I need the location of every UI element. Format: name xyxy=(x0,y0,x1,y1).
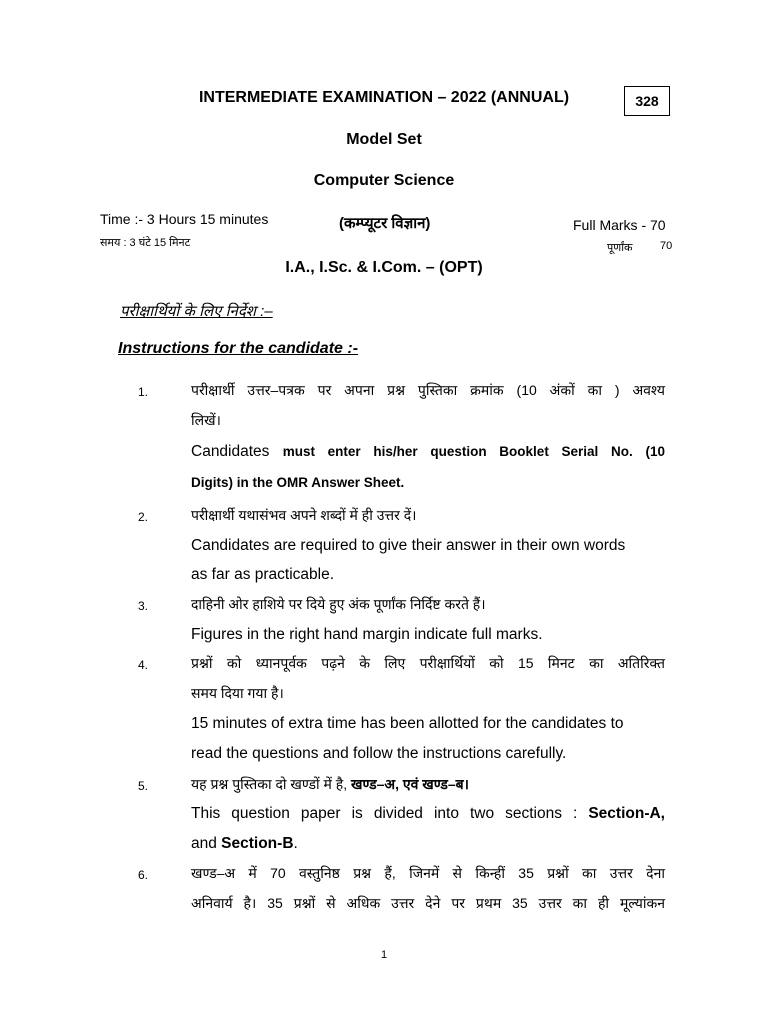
exam-title: INTERMEDIATE EXAMINATION – 2022 (ANNUAL) xyxy=(198,89,570,106)
item5-en-bold-a: Section-A, xyxy=(588,805,665,822)
item-number: 6. xyxy=(138,868,149,882)
item1-en-line1 xyxy=(191,443,665,461)
item4-en-line2: read the questions and follow the instructions carefully. xyxy=(191,745,567,762)
item5-hi-text: यह प्रश्न पुस्तिका दो खण्डों में है, xyxy=(191,776,352,792)
page-number: 1 xyxy=(380,949,388,961)
subject-en: Computer Science xyxy=(313,172,455,189)
paper-code-box: 328 xyxy=(624,86,670,116)
item1-en-line2: Digits) in the OMR Answer Sheet. xyxy=(191,475,405,490)
full-marks-en: Full Marks - 70 xyxy=(573,217,666,233)
item4-hi-line2: समय दिया गया है। xyxy=(191,685,284,701)
instructions-heading-hi: परीक्षार्थियों के लिए निर्देश :– xyxy=(120,303,273,320)
item5-en-line1 xyxy=(191,805,665,823)
full-marks-hi-value: 70 xyxy=(660,240,673,252)
item5-hi-line1 xyxy=(191,775,665,794)
time-hi: समय : 3 घंटे 15 मिनट xyxy=(100,237,191,249)
item1-en-text: Candidates xyxy=(191,443,283,460)
item3-en-line1: Figures in the right hand margin indicate full marks. xyxy=(191,626,543,643)
stream-line: I.A., I.Sc. & I.Com. – (OPT) xyxy=(285,259,483,276)
item5-en-bold-b: Section-B xyxy=(221,835,294,852)
full-marks-hi-label: पूर्णांक xyxy=(607,242,633,254)
item4-en-line1: 15 minutes of extra time has been allotted for the candidates to xyxy=(191,715,624,732)
item2-hi-line1: परीक्षार्थी यथासंभव अपने शब्दों में ही उत्तर दें। xyxy=(191,507,417,523)
item1-hi-line2: लिखें। xyxy=(191,412,221,428)
item4-hi-line1: प्रश्नों को ध्यानपूर्वक पढ़ने के लिए परीक्षार्थियों को 15 मिनट का अतिरिक्त xyxy=(191,655,665,671)
subject-hi: (कम्प्यूटर विज्ञान) xyxy=(339,215,431,232)
item5-en-and: and xyxy=(191,835,222,852)
item2-en-line2: as far as practicable. xyxy=(191,566,335,583)
model-set-label: Model Set xyxy=(346,131,422,148)
item-number: 1. xyxy=(138,385,149,399)
item5-hi-bold: खण्ड–अ, एवं खण्ड–ब। xyxy=(351,776,469,792)
item6-hi-line1: खण्ड–अ में 70 वस्तुनिष्ठ प्रश्न हैं, जिनमें से किन्हीं 35 प्रश्नों का उत्तर देना xyxy=(191,865,665,881)
item5-en-line2 xyxy=(191,835,665,853)
item3-hi-line1: दाहिनी ओर हाशिये पर दिये हुए अंक पूर्णांक निर्दिष्ट करते हैं। xyxy=(191,596,486,612)
item-number: 2. xyxy=(138,510,149,524)
item-number: 3. xyxy=(138,599,149,613)
item6-hi-line2: अनिवार्य है। 35 प्रश्नों से अधिक उत्तर देने पर प्रथम 35 उत्तर का ही मूल्यांकन xyxy=(191,895,665,911)
item1-en-bold: must enter his/her question Booklet Serial No. (10 xyxy=(282,444,665,459)
item2-en-line1: Candidates are required to give their answer in their own words xyxy=(191,537,626,554)
item5-en-text: This question paper is divided into two sections : xyxy=(191,805,589,822)
item-number: 5. xyxy=(138,779,149,793)
item1-hi-line1: परीक्षार्थी उत्तर–पत्रक पर अपना प्रश्न पुस्तिका क्रमांक (10 अंकों का ) अवश्य xyxy=(191,382,665,398)
item5-en-period: . xyxy=(293,835,298,852)
time-en: Time :- 3 Hours 15 minutes xyxy=(100,211,269,227)
item-number: 4. xyxy=(138,658,149,672)
instructions-heading-en: Instructions for the candidate :- xyxy=(118,340,359,357)
